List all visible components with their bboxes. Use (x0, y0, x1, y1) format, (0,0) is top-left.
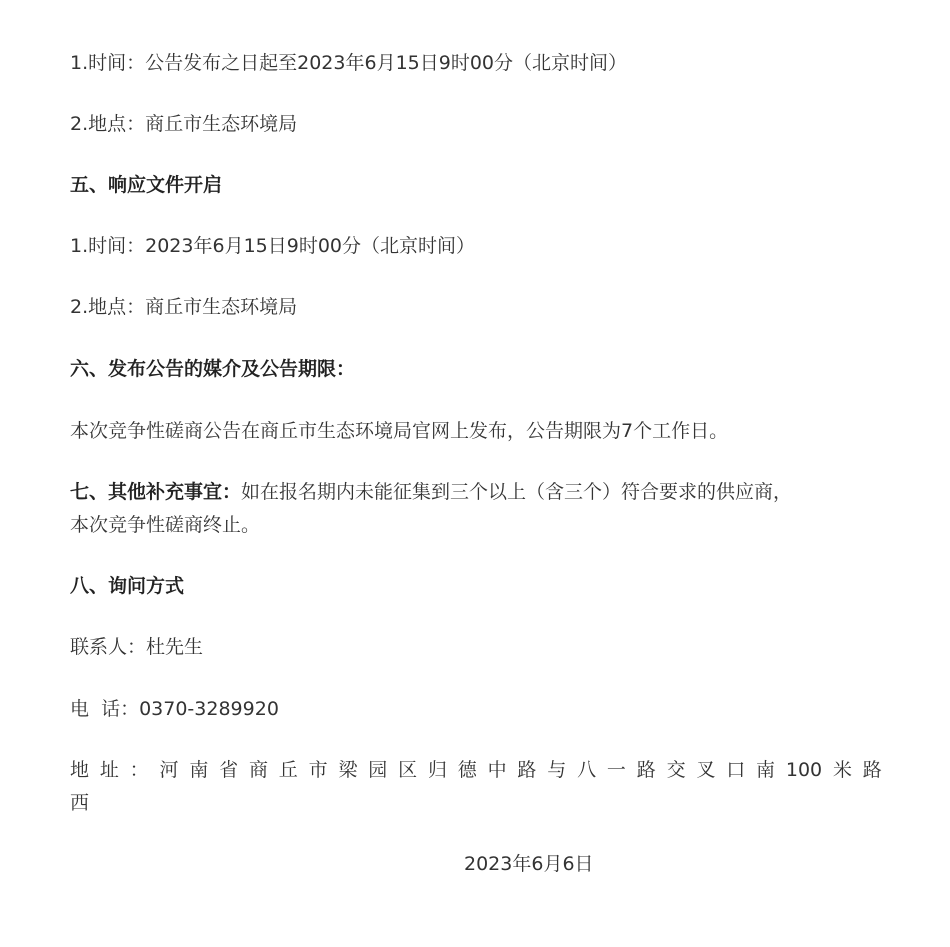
section6-heading: 六、发布公告的媒介及公告期限： (70, 358, 356, 380)
section5-place-line: 2.地点：商丘市生态环境局 (70, 296, 298, 318)
section5-heading: 五、响应文件开启 (70, 174, 223, 196)
address-char: 丘 (278, 759, 298, 781)
address-char: 梁 (338, 759, 358, 781)
section7-body-line1: 如在报名期内未能征集到三个以上（含三个）符合要求的供应商， (241, 481, 793, 503)
section7-label: 七、其他补充事宜： (70, 481, 242, 503)
contact-address-line2: 西 (70, 792, 90, 814)
address-char: 区 (398, 759, 418, 781)
address-char: ： (129, 759, 149, 781)
address-char: 市 (308, 759, 328, 781)
address-char: 商 (248, 759, 268, 781)
address-char: 叉 (696, 759, 716, 781)
address-char: 南 (756, 759, 776, 781)
address-char: 址 (99, 759, 119, 781)
address-char: 河 (159, 759, 179, 781)
section5-time-line: 1.时间：2023年6月15日9时00分（北京时间） (70, 235, 476, 257)
section7-body-line2: 本次竞争性磋商终止。 (70, 514, 261, 536)
address-char: 园 (368, 759, 388, 781)
address-char: 路 (517, 759, 537, 781)
address-char: 米 (832, 759, 852, 781)
address-char: 100 (785, 759, 823, 781)
address-char: 南 (189, 759, 209, 781)
address-char: 一 (606, 759, 626, 781)
address-char: 口 (726, 759, 746, 781)
address-char: 地 (70, 759, 90, 781)
address-char: 路 (862, 759, 882, 781)
address-char: 德 (457, 759, 477, 781)
section4-place-line: 2.地点：商丘市生态环境局 (70, 113, 298, 135)
address-char: 中 (487, 759, 507, 781)
announcement-date: 2023年6月6日 (464, 853, 594, 875)
address-char: 交 (666, 759, 686, 781)
address-char: 八 (577, 759, 597, 781)
section8-heading: 八、询问方式 (70, 575, 185, 597)
address-char: 路 (636, 759, 656, 781)
address-char: 省 (219, 759, 239, 781)
section4-time-line: 1.时间：公告发布之日起至2023年6月15日9时00分（北京时间） (70, 52, 628, 74)
address-char: 与 (547, 759, 567, 781)
section6-body: 本次竞争性磋商公告在商丘市生态环境局官网上发布，公告期限为7个工作日。 (70, 420, 729, 442)
contact-person: 联系人：杜先生 (70, 636, 204, 658)
contact-address-line1 (70, 758, 882, 782)
address-char: 归 (427, 759, 447, 781)
contact-phone: 电 话：0370-3289920 (70, 698, 279, 720)
section7-line1 (70, 480, 792, 504)
